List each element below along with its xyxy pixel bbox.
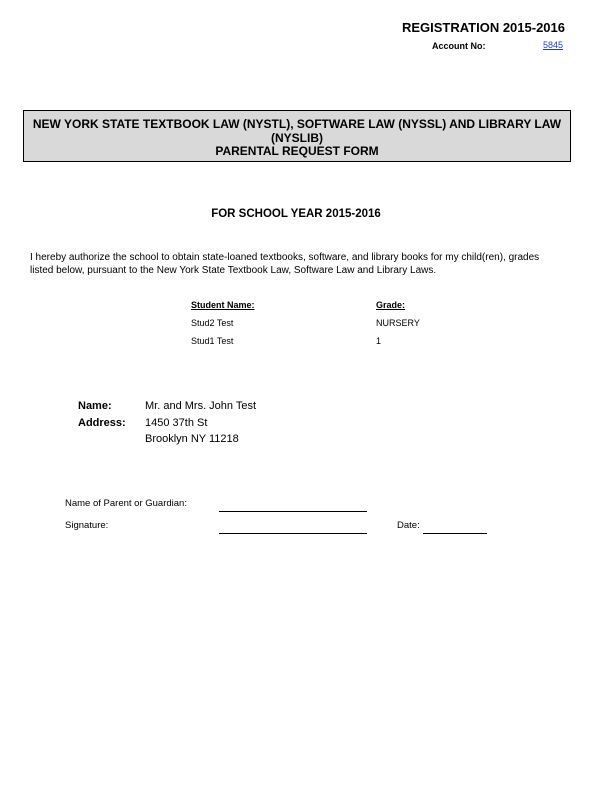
address-label: Address: <box>78 416 126 429</box>
grade-header: Grade: <box>376 300 406 310</box>
parent-guardian-label: Name of Parent or Guardian: <box>65 498 187 509</box>
name-value: Mr. and Mrs. John Test <box>145 400 257 412</box>
authorization-text <box>30 251 570 277</box>
account-row <box>380 40 565 54</box>
signature-field[interactable] <box>219 533 367 534</box>
form-title-line-3: PARENTAL REQUEST FORM <box>215 144 379 158</box>
parent-guardian-field[interactable] <box>219 511 367 512</box>
address-line-1: 1450 37th St <box>145 416 208 429</box>
student-name-header: Student Name: <box>191 300 255 310</box>
authorization-line-1: I hereby authorize the school to obtain state-loaned textbooks, software, and library books for my child(ren), grades <box>30 252 540 263</box>
account-number-link[interactable]: 5845 <box>542 40 563 50</box>
signature-area <box>65 498 505 548</box>
account-label: Account No: <box>432 41 486 51</box>
school-year-heading: FOR SCHOOL YEAR 2015-2016 <box>211 208 381 220</box>
date-field[interactable] <box>423 533 487 534</box>
date-label: Date: <box>397 520 420 531</box>
student-grade-cell: NURSERY <box>376 318 420 328</box>
form-title-line-2: (NYSLIB) <box>271 130 323 145</box>
form-title-box <box>23 110 571 162</box>
name-label: Name: <box>78 400 112 412</box>
address-line-2: Brooklyn NY 11218 <box>145 433 239 445</box>
student-name-cell: Stud2 Test <box>191 318 234 328</box>
signature-label: Signature: <box>65 520 109 531</box>
authorization-line-2: listed below, pursuant to the New York State Textbook Law, Software Law and Library Laws. <box>30 265 437 276</box>
registration-title: REGISTRATION 2015-2016 <box>401 20 565 35</box>
student-name-cell: Stud1 Test <box>191 336 234 346</box>
form-title-line-1: NEW YORK STATE TEXTBOOK LAW (NYSTL), SOFTWARE LAW (NYSSL) AND LIBRARY LAW <box>32 117 562 131</box>
student-grade-cell: 1 <box>376 336 382 346</box>
